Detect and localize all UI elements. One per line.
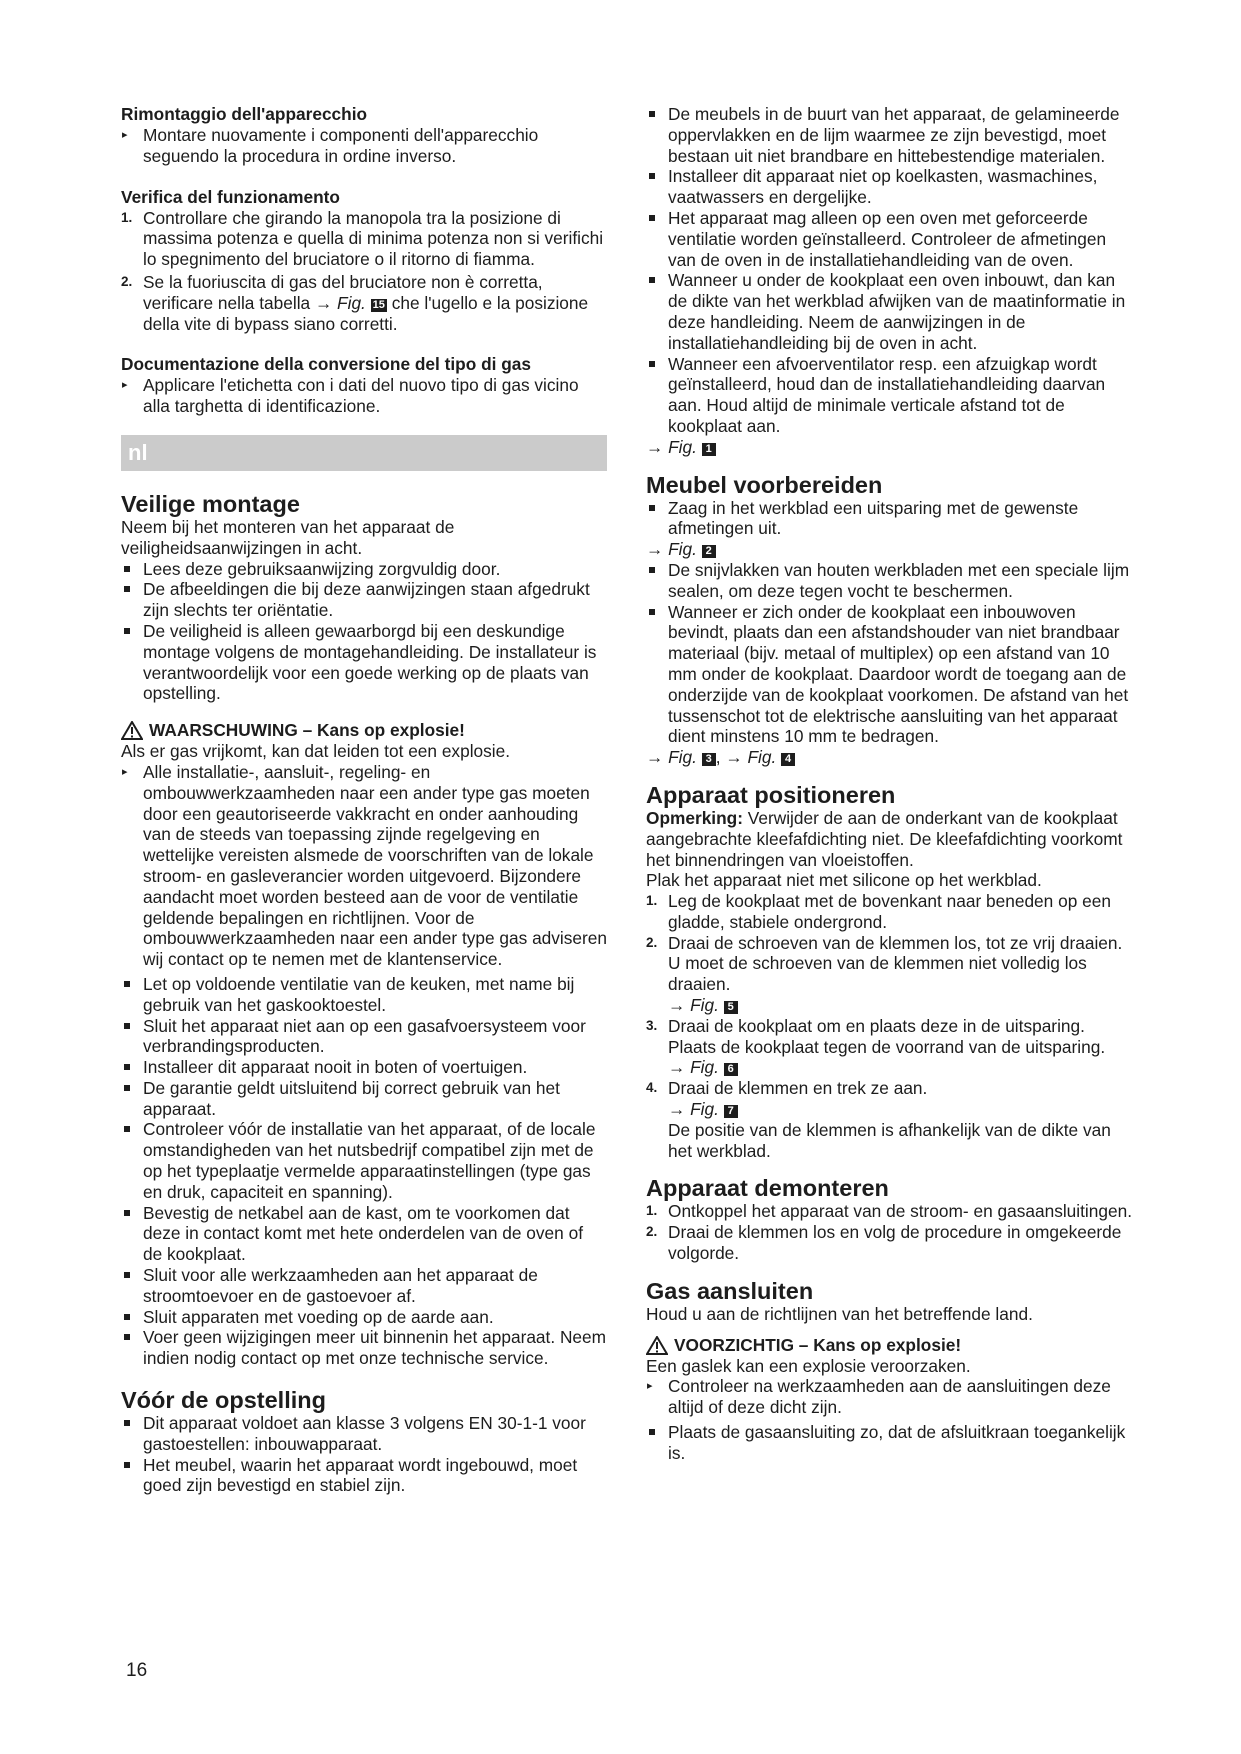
- step-number: 1.: [646, 1203, 658, 1219]
- veilige-list: [121, 559, 607, 705]
- section-heading-verifica: Verifica del funzionamento: [121, 186, 340, 207]
- list-item: [646, 1016, 1136, 1078]
- figure-reference-line: [668, 995, 1136, 1016]
- list-item: Sluit apparaten met voeding op de aarde aan.: [121, 1307, 607, 1328]
- caution-title: VOORZICHTIG – Kans op explosie!: [674, 1334, 962, 1355]
- step-number: 4.: [646, 1080, 658, 1096]
- list-item: Let op voldoende ventilatie van de keuken, met name bij gebruik van het gaskooktoestel.: [121, 974, 607, 1016]
- list-item: De snijvlakken van houten werkbladen met een speciale lijm sealen, om deze tegen vocht te beschermen.: [646, 560, 1136, 602]
- list-item: [646, 1201, 1136, 1222]
- list-item: Het apparaat mag alleen op een oven met geforceerde ventilatie worden geïnstalleerd. Controleer de afmetingen van de oven in de installatiehandleiding van de oven.: [646, 208, 1136, 270]
- list-item: Sluit het apparaat niet aan op een gasafvoersysteem voor verbrandingsproducten.: [121, 1016, 607, 1058]
- warning-title: WAARSCHUWING – Kans op explosie!: [149, 720, 465, 741]
- figure-number-badge: 7: [724, 1105, 738, 1118]
- section-heading-documentazione: Documentazione della conversione del tipo di gas: [121, 354, 532, 375]
- arrow-icon: →: [668, 995, 686, 1016]
- figure-reference: Fig.: [747, 747, 777, 768]
- step-text: Se la fuoriuscita di gas del bruciatore non è corretta, verificare nella tabella: [143, 271, 543, 313]
- top-list: [646, 104, 1136, 437]
- veilige-intro: Neem bij het monteren van het apparaat de veiligheidsaanwijzingen in acht.: [121, 516, 455, 558]
- list-item: Wanneer een afvoerventilator resp. een afzuigkap wordt geïnstalleerd, houd dan de installatiehandleiding daarvan aan. Houd altijd de minimale verticale afstand tot de kookplaat aan.: [646, 354, 1136, 437]
- arrow-icon: →: [646, 539, 664, 560]
- step-text: Controllare che girando la manopola tra la posizione di massima potenza e quella di minima potenza non si verifichi lo spegnimento del bruciatore o il ritorno di fiamma.: [143, 207, 604, 270]
- figure-number-badge: 5: [724, 1001, 738, 1014]
- figure-reference: Fig.: [690, 1099, 719, 1120]
- warning-heading: [121, 720, 607, 741]
- gas-tri-list: [646, 1376, 1136, 1418]
- figure-reference-line: [646, 747, 1136, 768]
- gas-intro: Houd u aan de richtlijnen van het betreffende land.: [646, 1303, 1033, 1324]
- list-item: ▸ Montare nuovamente i componenti dell'apparecchio seguendo la procedura in ordine inverso.: [121, 125, 607, 167]
- note-paragraph: [646, 808, 1136, 870]
- gas-sq-list: [646, 1422, 1136, 1464]
- list-item: De garantie geldt uitsluitend bij correct gebruik van het apparaat.: [121, 1078, 607, 1120]
- figure-number-badge: 1: [702, 443, 716, 456]
- step-text: Draai de klemmen los en volg de procedure in omgekeerde volgorde.: [668, 1222, 1122, 1264]
- list-item: Sluit voor alle werkzaamheden aan het apparaat de stroomtoevoer en de gastoevoer af.: [121, 1265, 607, 1307]
- list-item: Dit apparaat voldoet aan klasse 3 volgens EN 30-1-1 voor gastoestellen: inbouwapparaat.: [121, 1413, 607, 1455]
- list-item: [646, 933, 1136, 1016]
- step-text: Ontkoppel het apparaat van de stroom- en gasaansluitingen.: [668, 1201, 1133, 1222]
- list-item: Zaag in het werkblad een uitsparing met de gewenste afmetingen uit.: [646, 498, 1136, 540]
- section-heading-voor-de-opstelling: Vóór de opstelling: [121, 1387, 326, 1414]
- list-item: Plaats de gasaansluiting zo, dat de afsluitkraan toegankelijk is.: [646, 1422, 1136, 1464]
- list-item: De veiligheid is alleen gewaarborgd bij een deskundige montage volgens de montagehandleiding. De installateur is verantwoordelijk voor een goede werking op de plaats van opstelling.: [121, 621, 607, 704]
- language-code: nl: [128, 439, 148, 465]
- list-item: De meubels in de buurt van het apparaat, de gelamineerde oppervlakken en de lijm waarmee ze zijn bevestigd, moet bestaan uit niet brandbare en hittebestendige materialen.: [646, 104, 1136, 166]
- figure-number-badge: 4: [781, 753, 795, 766]
- figure-reference: Fig.: [690, 1057, 719, 1078]
- arrow-icon: →: [314, 292, 333, 313]
- arrow-icon: →: [646, 747, 664, 768]
- list-item: Lees deze gebruiksaanwijzing zorgvuldig door.: [121, 559, 607, 580]
- arrow-icon: →: [668, 1057, 686, 1078]
- figure-number-badge: 6: [724, 1063, 738, 1076]
- step-number: 2.: [646, 934, 658, 950]
- step-text: che l'ugello e la posizione della vite di bypass siano corretti.: [143, 292, 589, 334]
- demonteren-steps: [646, 1201, 1136, 1263]
- rimontaggio-list: [121, 125, 607, 167]
- section-heading-apparaat-demonteren: Apparaat demonteren: [646, 1175, 889, 1202]
- list-item: [121, 208, 607, 270]
- documentazione-list: [121, 375, 607, 417]
- list-item: [646, 1222, 1136, 1264]
- step-number: 1.: [646, 893, 658, 909]
- step-number: 2.: [646, 1224, 658, 1240]
- list-item: Controleer vóór de installatie van het apparaat, of de locale omstandigheden van het nutsbedrijf compatibel zijn met de op het typeplaatje vermelde apparaatinstellingen (type gas en druk, capaciteit en spanning).: [121, 1119, 607, 1202]
- voor-list: [121, 1413, 607, 1496]
- left-column: [121, 104, 607, 1496]
- step-text: Draai de klemmen en trek ze aan.: [668, 1078, 928, 1099]
- step-text: Leg de kookplaat met de bovenkant naar beneden op een gladde, stabiele ondergrond.: [668, 891, 1111, 932]
- section-heading-meubel-voorbereiden: Meubel voorbereiden: [646, 471, 883, 498]
- warning-text: Als er gas vrijkomt, kan dat leiden tot een explosie.: [121, 741, 511, 762]
- warning-triangle-icon: [646, 1336, 668, 1355]
- list-item: ▸ Applicare l'etichetta con i dati del nuovo tipo di gas vicino alla targhetta di identificazione.: [121, 375, 607, 417]
- caution-text: Een gaslek kan een explosie veroorzaken.: [646, 1355, 971, 1376]
- figure-reference-line: [668, 1057, 1136, 1078]
- list-item: ▸ Controleer na werkzaamheden aan de aansluitingen deze altijd of deze dicht zijn.: [646, 1376, 1136, 1418]
- positioneren-steps: [646, 891, 1136, 1161]
- arrow-icon: →: [668, 1099, 686, 1120]
- step-number: 2.: [121, 273, 133, 289]
- warning-triangle-icon: [121, 721, 143, 740]
- arrow-icon: →: [725, 747, 743, 768]
- list-item: Voer geen wijzigingen meer uit binnenin het apparaat. Neem indien nodig contact op met onze technische service.: [121, 1327, 607, 1369]
- step-text: Draai de schroeven van de klemmen los, tot ze vrij draaien. U moet de schroeven van de klemmen niet volledig los draaien.: [668, 932, 1123, 995]
- list-item: Wanneer er zich onder de kookplaat een inbouwoven bevindt, plaats dan een afstandshouder van niet brandbaar materiaal (bijv. metaal of multiplex) op een afstand van 10 mm onder de kookplaat. Daardoor wordt de toegang aan de onderzijde van de kookplaat voorkomen. De afstand van het tussenschot tot de elektrische aansluiting van het apparaat dient minstens 10 mm te bedragen.: [646, 602, 1136, 748]
- list-item: De afbeeldingen die bij deze aanwijzingen staan afgedrukt zijn slechts ter oriëntatie.: [121, 579, 607, 621]
- page-number: 16: [126, 1660, 148, 1681]
- figure-reference: Fig.: [668, 539, 697, 560]
- figure-reference-line: [668, 1099, 1136, 1120]
- figure-reference: Fig.: [690, 995, 719, 1016]
- figure-number-badge: 2: [702, 545, 716, 558]
- note-paragraph-2: Plak het apparaat niet met silicone op het werkblad.: [646, 870, 1042, 891]
- list-item: Wanneer u onder de kookplaat een oven inbouwt, dan kan de dikte van het werkblad afwijken van de maatinformatie in deze handleiding. Neem de aanwijzingen in de installatiehandleiding bij de oven in acht.: [646, 270, 1136, 353]
- figure-reference-line: [646, 539, 1136, 560]
- section-heading-apparaat-positioneren: Apparaat positioneren: [646, 781, 896, 808]
- figure-reference-line: [646, 437, 1136, 458]
- figure-reference: Fig.: [668, 747, 697, 768]
- note-text: Verwijder de aan de onderkant van de kookplaat aangebrachte kleefafdichting niet. De kleefafdichting voorkomt het binnendringen van vloeistoffen.: [646, 807, 1123, 870]
- figure-reference: Fig.: [337, 292, 366, 313]
- section-heading-gas-aansluiten: Gas aansluiten: [646, 1277, 814, 1304]
- caution-heading: [646, 1335, 1136, 1356]
- section-heading-veilige-montage: Veilige montage: [121, 490, 300, 517]
- figure-number-badge: 3: [702, 753, 716, 766]
- step-text: Draai de kookplaat om en plaats deze in de uitsparing. Plaats de kookplaat tegen de voorrand van de uitsparing.: [668, 1015, 1106, 1057]
- step-number: 3.: [646, 1017, 658, 1033]
- list-item: [646, 891, 1136, 933]
- section-heading-rimontaggio: Rimontaggio dell'apparecchio: [121, 104, 368, 124]
- figure-reference: Fig.: [668, 436, 697, 457]
- list-item: [121, 272, 607, 334]
- separator: ,: [715, 747, 721, 768]
- verifica-list: [121, 208, 607, 335]
- arrow-icon: →: [646, 436, 664, 457]
- warning-sq-list: [121, 974, 607, 1369]
- step-number: 1.: [121, 209, 133, 225]
- list-item: Bevestig de netkabel aan de kast, om te voorkomen dat deze in contact komt met hete onderdelen van de oven of de kookplaat.: [121, 1203, 607, 1265]
- list-item: Het meubel, waarin het apparaat wordt ingebouwd, moet goed zijn bevestigd en stabiel zijn.: [121, 1455, 607, 1497]
- figure-number-badge: 15: [372, 298, 385, 311]
- note-label: Opmerking:: [646, 807, 743, 828]
- list-item: ▸ Alle installatie-, aansluit-, regeling- en ombouwwerkzaamheden naar een ander type gas moeten door een geautoriseerde vakkracht en onder aanhouding van de steeds van toepassing zijnde regelgeving en wettelijke vereisten alsmede de voorschriften van de lokale stroom- en gasleverancier worden uitgevoerd. Bijzondere aandacht moet worden besteed aan de voor de ventilatie geldende bepalingen en richtlijnen. Voor de ombouwwerkzaamheden naar een ander type gas adviseren wij contact op te nemen met de klantenservice.: [121, 762, 607, 970]
- list-item: Installeer dit apparaat nooit in boten of voertuigen.: [121, 1057, 607, 1078]
- list-item: Installeer dit apparaat niet op koelkasten, wasmachines, vaatwassers en dergelijke.: [646, 166, 1136, 208]
- step-extra-text: De positie van de klemmen is afhankelijk van de dikte van het werkblad.: [668, 1119, 1111, 1161]
- warning-tri-list: [121, 762, 607, 970]
- language-bar: [121, 435, 607, 471]
- right-column: [646, 104, 1136, 1464]
- list-item: [646, 1078, 1136, 1161]
- meubel-list-1: [646, 498, 1136, 540]
- meubel-list-2: [646, 560, 1136, 747]
